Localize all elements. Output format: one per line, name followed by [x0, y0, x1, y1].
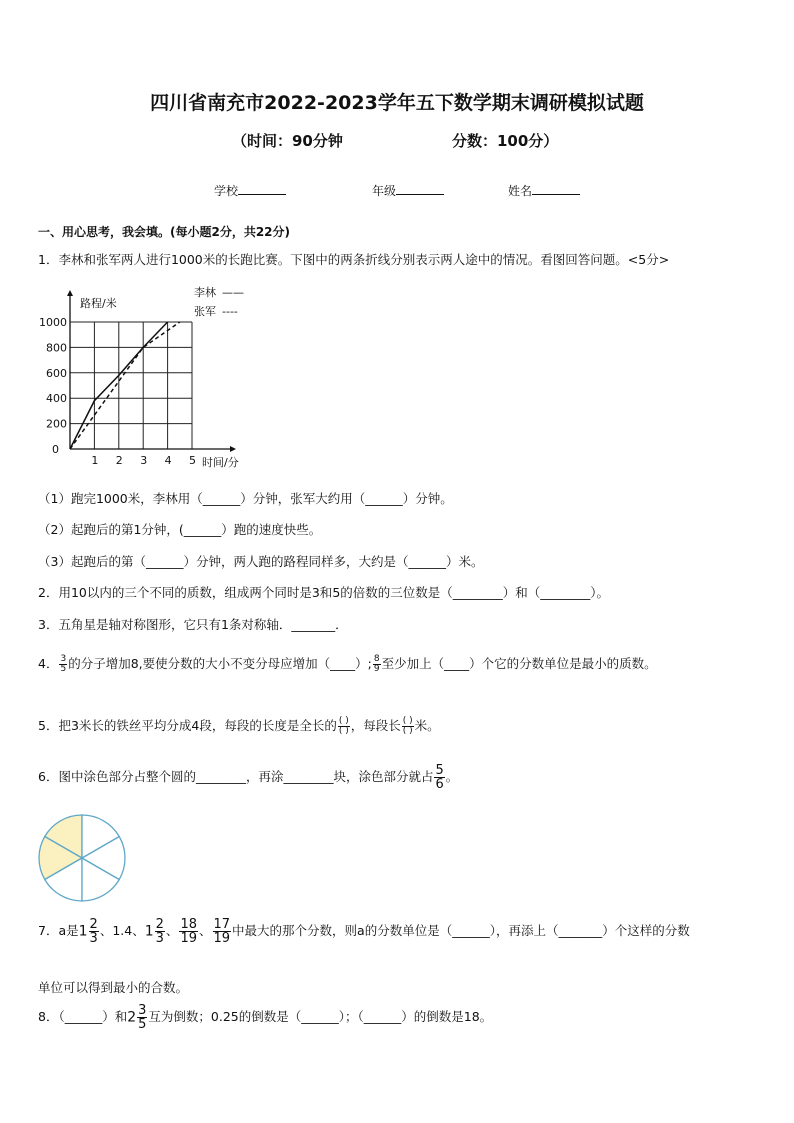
question-1-part-1: （1）跑完1000米，李林用（______）分钟，张军大约用（______）分钟。: [38, 491, 453, 506]
x-tick-label: 2: [115, 454, 123, 467]
x-tick-label: 5: [189, 454, 196, 467]
q5-suffix: 米。: [414, 718, 440, 733]
q5-f1-den: ( ): [338, 726, 349, 736]
q5-mid: ，每段长: [350, 718, 401, 733]
question-1: 1．李林和张军两人进行1000米的长跑比赛。下图中的两条折线分别表示两人途中的情况。看图回答问题。<5分>: [38, 252, 670, 267]
origin-label: 0: [52, 443, 59, 456]
q4-f1-den: 5: [60, 664, 67, 674]
q4-fraction-1: [59, 655, 67, 674]
q5-f1-num: ( ): [338, 716, 349, 726]
question-5: [38, 716, 440, 736]
chart-ylabel: 路程/米: [80, 297, 117, 310]
q4-fraction-2: [373, 655, 381, 674]
q5-fraction-2: [402, 717, 414, 736]
q6-prefix: 6．图中涂色部分占整个圆的________，再涂________块，涂色部分就占: [38, 769, 434, 784]
series-line-zhangjun: [70, 322, 180, 449]
q5-fraction-1: [338, 717, 350, 736]
q7-prefix: 7．a是: [38, 923, 79, 938]
q5-f2-den: ( ): [402, 726, 413, 736]
x-tick-label: 1: [91, 454, 99, 467]
question-8: [38, 1004, 492, 1031]
q4-prefix: 4．: [38, 656, 59, 671]
page-title: 四川省南充市2022-2023学年五下数学期末调研模拟试题: [150, 92, 644, 114]
pie-slices: [39, 815, 125, 901]
question-1-part-2: （2）起跑后的第1分钟，(______）跑的速度快些。: [38, 522, 322, 537]
q7-m1-int: 1: [78, 923, 88, 940]
name-label: 姓名: [508, 184, 533, 198]
chart-grid: [70, 322, 192, 449]
legend-label-zhangjun: 张军: [194, 305, 216, 318]
q5-prefix: 5．把3米长的铁丝平均分成4段，每段的长度是全长的: [38, 718, 337, 733]
q7-sep-1: 、1.4、: [99, 923, 145, 938]
y-tick-label: 600: [46, 366, 67, 380]
legend-mark-lilin: ——: [222, 286, 244, 299]
exam-score: 分数：100分）: [452, 132, 559, 150]
q7-f4-num: 17: [213, 917, 231, 932]
chart-xlabel: 时间/分: [202, 456, 239, 469]
name-blank[interactable]: [532, 182, 580, 195]
y-axis-arrow: [67, 290, 73, 296]
question-7-line-2: 单位可以得到最小的合数。: [38, 980, 189, 995]
q7-m2-num: 2: [155, 917, 164, 932]
q7-m1-den: 3: [89, 931, 98, 946]
q8-m-int: 2: [127, 1009, 137, 1026]
name-field: [508, 182, 580, 199]
grade-field: [372, 182, 444, 199]
q7-f3-den: 19: [180, 931, 197, 946]
grade-blank[interactable]: [396, 182, 444, 195]
q5-f2-num: ( ): [402, 716, 413, 726]
q7-sep-3: 、: [198, 923, 212, 938]
x-tick-label: 3: [140, 454, 148, 467]
q6-f-den: 6: [435, 777, 444, 792]
question-6: [38, 764, 458, 791]
q4-mid: 的分子增加8,要使分数的大小不变分母应增加（____）;: [68, 656, 372, 671]
q7-mixed-2: [155, 918, 165, 945]
legend-mark-zhangjun: ----: [222, 305, 238, 318]
q7-sep-2: 、: [165, 923, 179, 938]
question-7: [38, 918, 690, 945]
q8-prefix: 8．（______）和: [38, 1009, 128, 1024]
y-tick-label: 400: [46, 392, 67, 406]
question-4: [38, 654, 657, 674]
y-tick-label: 1000: [39, 316, 67, 329]
q6-f-num: 5: [435, 763, 444, 778]
circle-figure: [36, 812, 128, 904]
q7-m1-num: 2: [89, 917, 98, 932]
q7-fraction-3: [179, 918, 198, 945]
question-2: 2．用10以内的三个不同的质数，组成两个同时是3和5的倍数的三位数是（________）和（________）。: [38, 585, 610, 600]
q7-fraction-4: [213, 918, 232, 945]
y-tick-label: 200: [46, 417, 67, 431]
school-field: [214, 182, 286, 199]
chart-ticks: [39, 316, 196, 467]
q8-suffix: 互为倒数；0.25的倒数是（______）；（______）的倒数是18。: [148, 1009, 493, 1024]
school-blank[interactable]: [238, 182, 286, 195]
school-label: 学校: [214, 184, 239, 198]
question-3: 3．五角星是轴对称图形，它只有1条对称轴．_______．: [38, 617, 348, 632]
q7-f3-num: 18: [180, 917, 197, 932]
q7-suffix: 中最大的那个分数，则a的分数单位是（______），再添上（_______）个这样的分数: [232, 923, 690, 938]
q7-mixed-1: [89, 918, 99, 945]
distance-time-chart: [38, 282, 268, 472]
grade-label: 年级: [372, 184, 397, 198]
q4-f2-den: 9: [373, 664, 380, 674]
q7-m2-int: 1: [144, 923, 154, 940]
q8-m-den: 5: [138, 1017, 147, 1032]
section-title: 一、用心思考，我会填。(每小题2分，共22分): [38, 225, 291, 239]
q7-m2-den: 3: [155, 931, 164, 946]
exam-time: （时间：90分钟: [232, 132, 343, 150]
chart-series: [70, 322, 180, 449]
q8-m-num: 3: [138, 1003, 147, 1018]
q7-f4-den: 19: [213, 931, 231, 946]
x-tick-label: 4: [164, 454, 172, 467]
question-1-part-3: （3）起跑后的第（______）分钟，两人跑的路程同样多，大约是（______）米。: [38, 554, 484, 569]
q4-f1-num: 3: [60, 654, 67, 664]
q6-fraction: [434, 764, 444, 791]
x-axis-arrow: [230, 446, 236, 452]
q4-suffix: 至少加上（____）个它的分数单位是最小的质数。: [381, 656, 657, 671]
q8-mixed: [137, 1004, 147, 1031]
q4-f2-num: 8: [373, 654, 380, 664]
legend-label-lilin: 李林: [194, 286, 216, 299]
y-tick-label: 800: [46, 341, 67, 355]
q6-suffix: 。: [445, 769, 459, 784]
